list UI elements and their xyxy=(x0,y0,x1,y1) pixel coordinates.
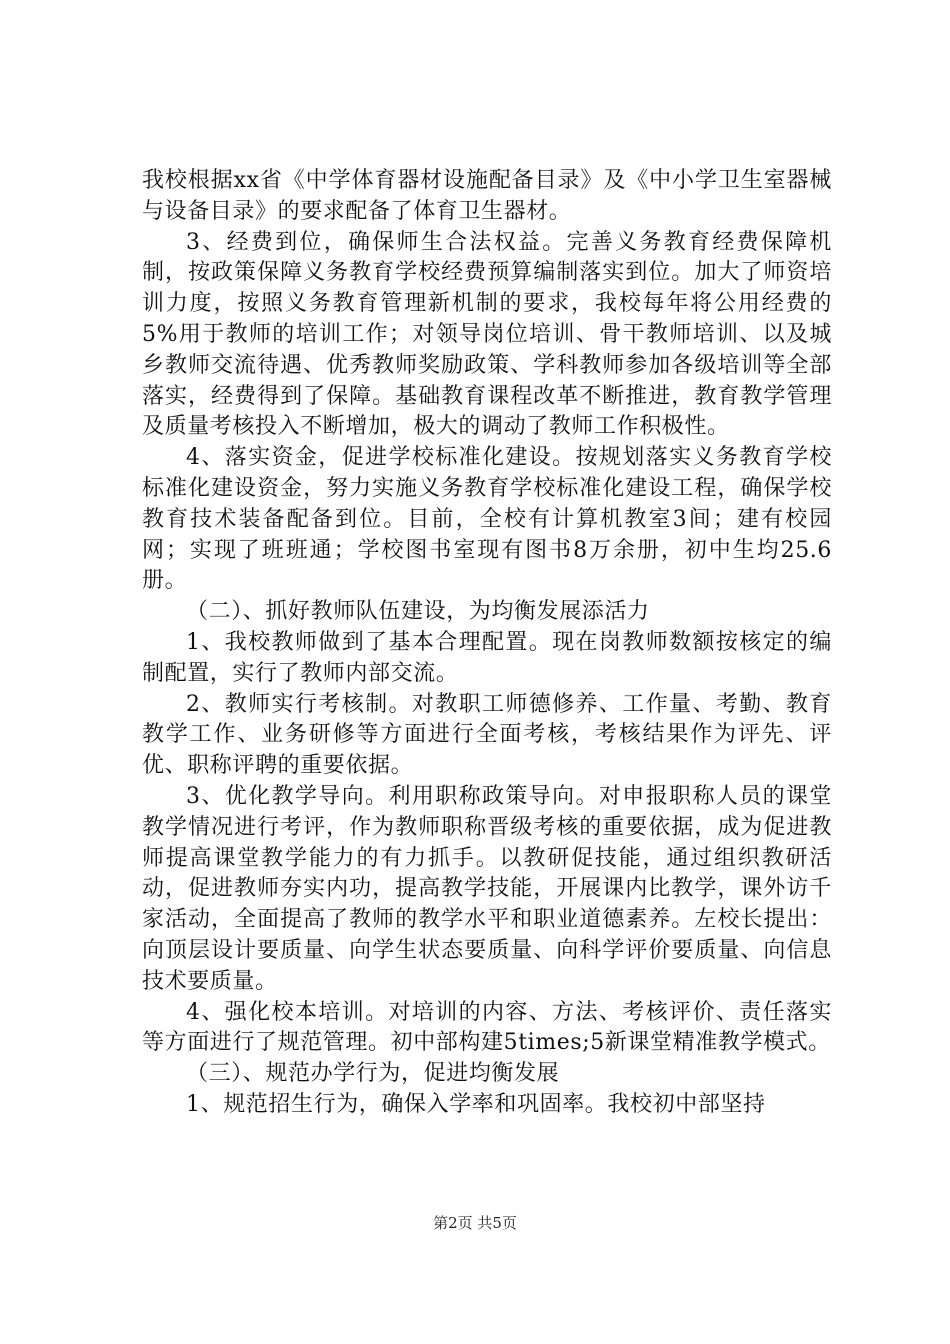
paragraph-enrollment: 1、规范招生行为，确保入学率和巩固率。我校初中部坚持 xyxy=(186,1091,766,1117)
paragraph-standardization: 4、落实资金，促进学校标准化建设。按规划落实义务教育学校标准化建设资金，努力实施义务教育学校标准化建设工程，确保学校教育技术装备配备到位。目前，全校有计算机教室3间；建有校园网；实现了班班通；学校图书室现有图书8万余册，初中生均25.6册。 xyxy=(142,445,832,594)
paragraph-teacher-assessment: 2、教师实行考核制。对教职工师德修养、工作量、考勤、教育教学工作、业务研修等方面进行全面考核，考核结果作为评先、评优、职称评聘的重要依据。 xyxy=(142,691,832,779)
paragraph-funding: 3、经费到位，确保师生合法权益。完善义务教育经费保障机制，按政策保障义务教育学校经费预算编制落实到位。加大了师资培训力度，按照义务教育管理新机制的要求，我校每年将公用经费的5%用于教师的培训工作；对领导岗位培训、骨干教师培训、以及城乡教师交流待遇、优秀教师奖励政策、学科教师参加各级培训等全部落实，经费得到了保障。基础教育课程改革不断推进，教育教学管理及质量考核投入不断增加，极大的调动了教师工作积极性。 xyxy=(142,229,832,440)
paragraph-teaching-orientation: 3、优化教学导向。利用职称政策导向。对申报职称人员的课堂教学情况进行考评，作为教师职称晋级考核的重要依据，成为促进教师提高课堂教学能力的有力抓手。以教研促技能，通过组织教研活动，促进教师夯实内功，提高教学技能，开展课内比教学，课外访千家活动，全面提高了教师的教学水平和职业道德素养。左校长提出：向顶层设计要质量、向学生状态要质量、向科学评价要质量、向信息技术要质量。 xyxy=(142,783,832,994)
section-heading-regulation: （三）、规范办学行为，促进均衡发展 xyxy=(186,1061,560,1087)
paragraph-school-training: 4、强化校本培训。对培训的内容、方法、考核评价、责任落实等方面进行了规范管理。初中部构建5times;5新课堂精准教学模式。 xyxy=(142,999,832,1056)
document-body xyxy=(142,166,832,1121)
section-heading-teachers: （二）、抓好教师队伍建设，为均衡发展添活力 xyxy=(186,599,650,625)
page-number-footer: 第2页 共5页 xyxy=(433,1214,517,1232)
paragraph-teacher-allocation: 1、我校教师做到了基本合理配置。现在岗教师数额按核定的编制配置，实行了教师内部交流。 xyxy=(142,629,832,686)
paragraph-continuation: 我校根据xx省《中学体育器材设施配备目录》及《中小学卫生室器械与设备目录》的要求配备了体育卫生器材。 xyxy=(142,168,832,224)
